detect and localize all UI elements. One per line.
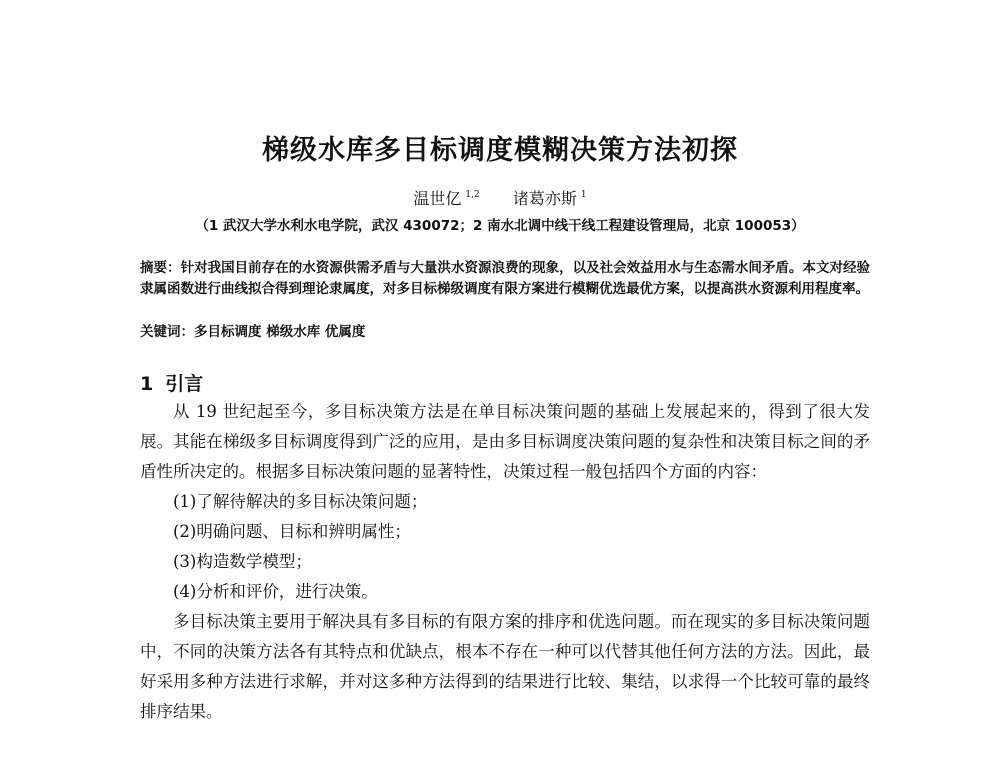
keywords-text: 多目标调度 梯级水库 优属度 [194,324,366,340]
author-name: 温世亿 [413,189,462,208]
author-affiliation-mark: 1,2 [465,190,480,200]
list-item: (3)构造数学模型； [173,552,312,571]
body-paragraph: 从 19 世纪起至今，多目标决策方法是在单目标决策问题的基础上发展起来的，得到了很大发展。其能在梯级多目标调度得到广泛的应用，是由多目标调度决策问题的复杂性和决策目标之间的矛盾性所决定的。根据多目标决策问题的显著特性，决策过程一般包括四个方面的内容： [140,402,870,481]
abstract [140,258,870,299]
keywords [140,320,870,340]
abstract-text: 针对我国目前存在的水资源供需矛盾与大量洪水资源浪费的现象，以及社会效益用水与生态需水间矛盾。本文对经验隶属函数进行曲线拟合得到理论隶属度，对多目标梯级调度有限方案进行模糊优选最优方案，以提高洪水资源利用程度率。 [140,260,871,297]
author-list [0,186,1000,209]
section-heading [140,369,203,396]
body-paragraph: 多目标决策主要用于解决具有多目标的有限方案的排序和优选问题。而在现实的多目标决策问题中，不同的决策方法各有其特点和优缺点，根本不存在一种可以代替其他任何方法的方法。因此，最好采用多种方法进行求解，并对这多种方法得到的结果进行比较、集结，以求得一个比较可靠的最终排序结果。 [140,612,870,721]
list-item: (4)分析和评价，进行决策。 [173,582,378,601]
section-title: 引言 [165,373,204,395]
list-item: (2)明确问题、目标和辨明属性； [173,522,411,541]
section-number: 1 [140,373,154,395]
author-1 [413,189,479,208]
author-affiliation-mark: 1 [580,190,587,200]
section-body [140,397,870,727]
affiliations: （1 武汉大学水利水电学院，武汉 430072；2 南水北调中线干线工程建设管理局，北京 100053） [195,218,805,234]
abstract-label: 摘要： [140,260,181,276]
author-2 [513,189,587,208]
author-name: 诸葛亦斯 [512,189,577,208]
paper-title: 梯级水库多目标调度模糊决策方法初探 [262,135,738,166]
list-item: (1)了解待解决的多目标决策问题； [173,492,428,511]
keywords-label: 关键词： [140,324,194,340]
